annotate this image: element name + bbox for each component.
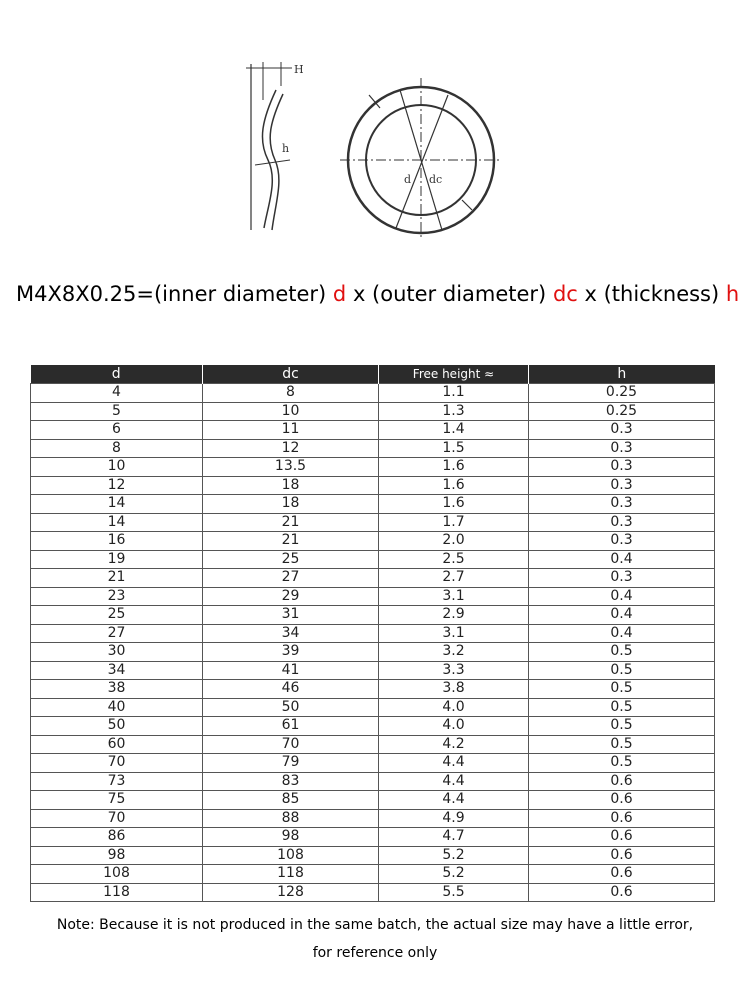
table-row [31, 587, 715, 606]
cell-dc: 79 [203, 754, 379, 773]
formula-dc: dc [552, 282, 578, 306]
formula-part3: x (thickness) [577, 282, 726, 306]
cell-h: 0.5 [529, 698, 715, 717]
table-header-row [31, 365, 715, 384]
cell-free-height: 1.6 [379, 495, 529, 514]
cell-dc: 10 [203, 402, 379, 421]
cell-d: 30 [31, 643, 203, 662]
cell-free-height: 2.9 [379, 606, 529, 625]
cell-h: 0.6 [529, 791, 715, 810]
table-row [31, 513, 715, 532]
cell-h: 0.4 [529, 550, 715, 569]
table-row [31, 772, 715, 791]
cell-h: 0.3 [529, 421, 715, 440]
header-free-height: Free height ≈ [379, 365, 529, 384]
cell-d: 98 [31, 846, 203, 865]
cell-d: 38 [31, 680, 203, 699]
radial-tick-2 [462, 200, 472, 210]
cell-free-height: 4.9 [379, 809, 529, 828]
cell-free-height: 2.0 [379, 532, 529, 551]
cell-h: 0.25 [529, 402, 715, 421]
cell-h: 0.5 [529, 643, 715, 662]
header-d: d [31, 365, 203, 384]
cell-d: 27 [31, 624, 203, 643]
table-row [31, 384, 715, 403]
cell-d: 25 [31, 606, 203, 625]
cell-h: 0.5 [529, 680, 715, 699]
cell-free-height: 2.7 [379, 569, 529, 588]
cell-d: 70 [31, 809, 203, 828]
cell-dc: 83 [203, 772, 379, 791]
cell-dc: 27 [203, 569, 379, 588]
cell-dc: 21 [203, 532, 379, 551]
cell-dc: 18 [203, 476, 379, 495]
cell-h: 0.4 [529, 606, 715, 625]
cell-free-height: 1.4 [379, 421, 529, 440]
cell-d: 14 [31, 495, 203, 514]
cell-h: 0.6 [529, 828, 715, 847]
cell-free-height: 3.3 [379, 661, 529, 680]
table-row [31, 846, 715, 865]
cell-h: 0.5 [529, 735, 715, 754]
table-row [31, 476, 715, 495]
formula-d: d [332, 282, 347, 306]
cell-h: 0.6 [529, 883, 715, 902]
table-row [31, 828, 715, 847]
cell-free-height: 4.7 [379, 828, 529, 847]
cell-free-height: 1.6 [379, 458, 529, 477]
table-row [31, 661, 715, 680]
table-row [31, 717, 715, 736]
cell-dc: 88 [203, 809, 379, 828]
cell-dc: 128 [203, 883, 379, 902]
formula-part1: M4X8X0.25=(inner diameter) [16, 282, 333, 306]
cell-dc: 8 [203, 384, 379, 403]
table-row [31, 402, 715, 421]
cell-free-height: 5.5 [379, 883, 529, 902]
cell-h: 0.6 [529, 846, 715, 865]
cell-free-height: 3.2 [379, 643, 529, 662]
cell-h: 0.6 [529, 809, 715, 828]
cell-dc: 21 [203, 513, 379, 532]
cell-free-height: 5.2 [379, 846, 529, 865]
cell-free-height: 4.4 [379, 772, 529, 791]
cell-d: 10 [31, 458, 203, 477]
cell-d: 40 [31, 698, 203, 717]
cell-dc: 108 [203, 846, 379, 865]
cell-h: 0.6 [529, 772, 715, 791]
size-formula [16, 282, 750, 306]
table-row [31, 532, 715, 551]
cell-dc: 70 [203, 735, 379, 754]
cell-free-height: 1.7 [379, 513, 529, 532]
table-row [31, 735, 715, 754]
cell-free-height: 1.3 [379, 402, 529, 421]
cell-free-height: 4.2 [379, 735, 529, 754]
cell-dc: 25 [203, 550, 379, 569]
cell-dc: 50 [203, 698, 379, 717]
table-row [31, 754, 715, 773]
cell-dc: 12 [203, 439, 379, 458]
cell-h: 0.3 [529, 569, 715, 588]
cell-free-height: 4.0 [379, 698, 529, 717]
wave-washer-svg [0, 0, 750, 250]
cell-h: 0.3 [529, 458, 715, 477]
label-d: d [404, 173, 412, 186]
cell-dc: 98 [203, 828, 379, 847]
cell-dc: 11 [203, 421, 379, 440]
cell-h: 0.3 [529, 476, 715, 495]
table-row [31, 883, 715, 902]
cell-h: 0.3 [529, 439, 715, 458]
cell-h: 0.25 [529, 384, 715, 403]
cell-free-height: 3.1 [379, 624, 529, 643]
header-h: h [529, 365, 715, 384]
cell-dc: 39 [203, 643, 379, 662]
cell-h: 0.3 [529, 495, 715, 514]
cell-d: 118 [31, 883, 203, 902]
cell-free-height: 4.4 [379, 754, 529, 773]
cell-d: 21 [31, 569, 203, 588]
table-row [31, 439, 715, 458]
cell-d: 6 [31, 421, 203, 440]
cell-h: 0.3 [529, 513, 715, 532]
cell-dc: 29 [203, 587, 379, 606]
formula-part2: x (outer diameter) [346, 282, 553, 306]
cell-d: 34 [31, 661, 203, 680]
cell-dc: 61 [203, 717, 379, 736]
cell-free-height: 4.4 [379, 791, 529, 810]
cell-h: 0.3 [529, 532, 715, 551]
table-row [31, 421, 715, 440]
cell-free-height: 1.5 [379, 439, 529, 458]
cell-d: 4 [31, 384, 203, 403]
cell-free-height: 1.1 [379, 384, 529, 403]
cell-h: 0.4 [529, 587, 715, 606]
cell-dc: 31 [203, 606, 379, 625]
cell-dc: 41 [203, 661, 379, 680]
table-body [31, 384, 715, 902]
cell-d: 5 [31, 402, 203, 421]
header-dc: dc [203, 365, 379, 384]
label-h: h [282, 142, 290, 155]
cell-d: 12 [31, 476, 203, 495]
cell-d: 14 [31, 513, 203, 532]
spec-table [30, 365, 715, 902]
table-row [31, 458, 715, 477]
table-row [31, 643, 715, 662]
table-row [31, 865, 715, 884]
cell-d: 86 [31, 828, 203, 847]
cell-h: 0.6 [529, 865, 715, 884]
cell-dc: 85 [203, 791, 379, 810]
cell-free-height: 3.1 [379, 587, 529, 606]
cell-h: 0.5 [529, 717, 715, 736]
cell-d: 70 [31, 754, 203, 773]
table-row [31, 624, 715, 643]
cell-h: 0.5 [529, 754, 715, 773]
cell-dc: 118 [203, 865, 379, 884]
table-row [31, 495, 715, 514]
cell-d: 50 [31, 717, 203, 736]
cell-h: 0.5 [529, 661, 715, 680]
cell-dc: 46 [203, 680, 379, 699]
cell-d: 75 [31, 791, 203, 810]
table-row [31, 809, 715, 828]
table-row [31, 680, 715, 699]
cell-free-height: 5.2 [379, 865, 529, 884]
cell-d: 8 [31, 439, 203, 458]
note-line-1: Note: Because it is not produced in the same batch, the actual size may have a little error, [56, 917, 694, 933]
cell-free-height: 2.5 [379, 550, 529, 569]
cell-free-height: 1.6 [379, 476, 529, 495]
formula-h: h [725, 282, 740, 306]
cell-dc: 13.5 [203, 458, 379, 477]
table-row [31, 606, 715, 625]
label-dc: dc [429, 173, 443, 186]
front-view [340, 78, 502, 238]
cell-d: 23 [31, 587, 203, 606]
cell-free-height: 3.8 [379, 680, 529, 699]
cell-d: 19 [31, 550, 203, 569]
label-H: H [294, 63, 304, 76]
cell-d: 60 [31, 735, 203, 754]
table-row [31, 550, 715, 569]
h-leader-line [255, 160, 290, 165]
note-line-2: for reference only [312, 945, 438, 961]
table-row [31, 569, 715, 588]
cell-d: 108 [31, 865, 203, 884]
cell-free-height: 4.0 [379, 717, 529, 736]
wave-washer-drawing [0, 0, 750, 250]
cell-d: 16 [31, 532, 203, 551]
cell-dc: 18 [203, 495, 379, 514]
cell-h: 0.4 [529, 624, 715, 643]
table-row [31, 791, 715, 810]
radial-line-2 [396, 95, 448, 228]
table-row [31, 698, 715, 717]
cell-dc: 34 [203, 624, 379, 643]
cell-d: 73 [31, 772, 203, 791]
